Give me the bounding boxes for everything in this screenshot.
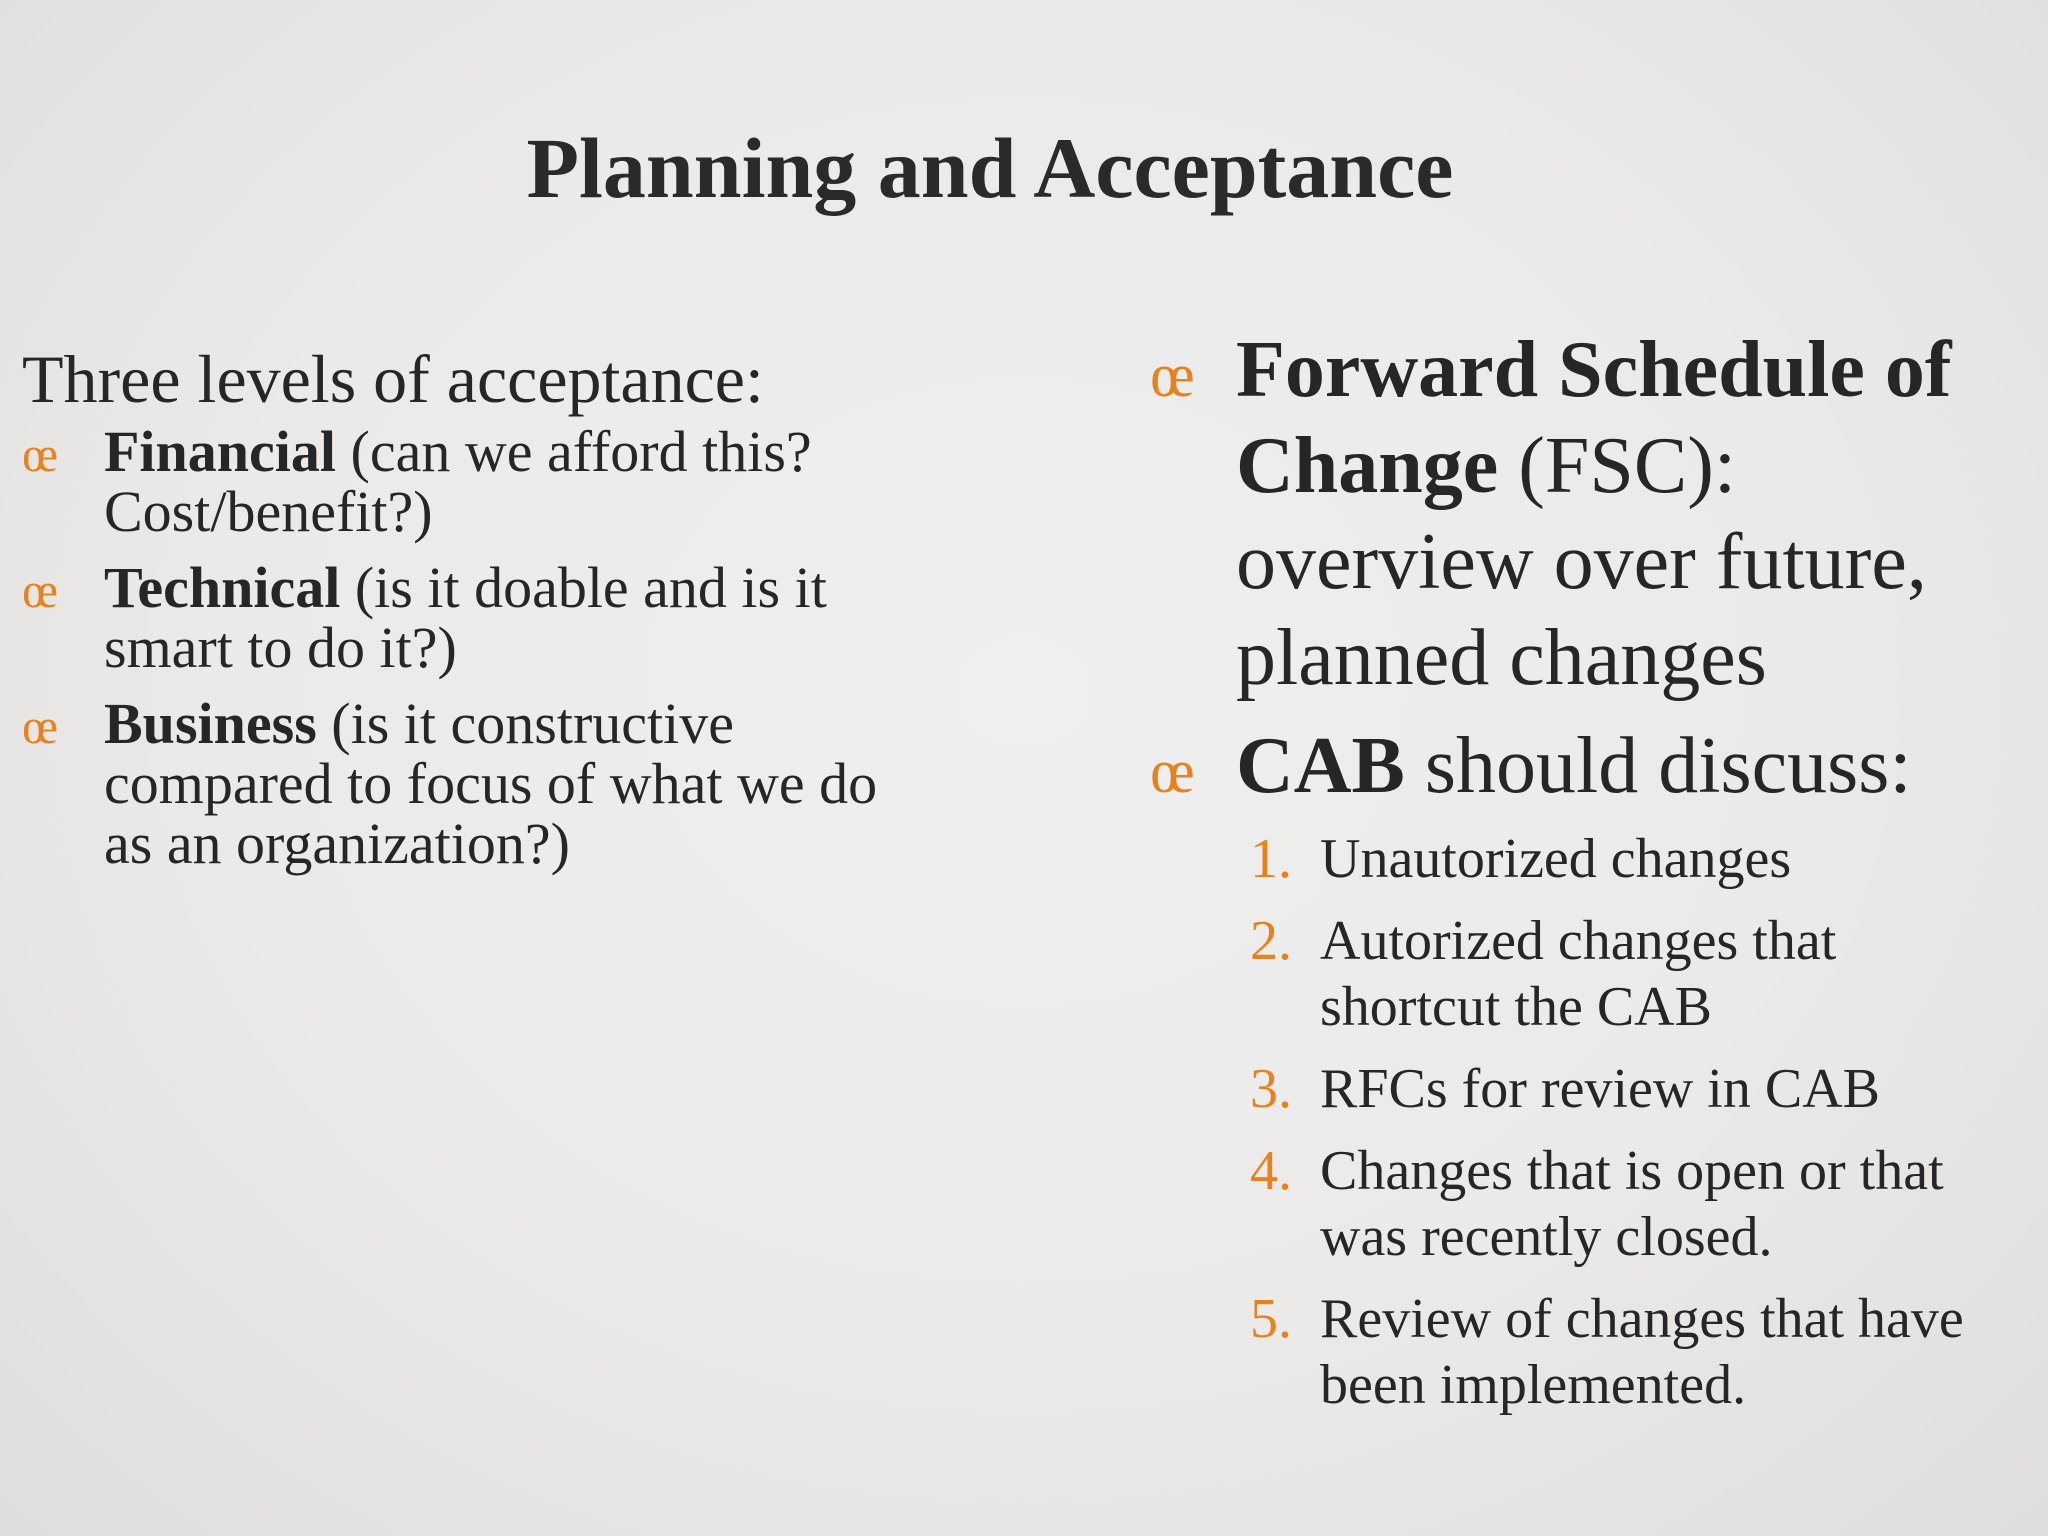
fsc-description: (FSC): overview over future, planned changes	[1236, 422, 1927, 702]
list-item-technical	[22, 555, 882, 680]
list-number: 1.	[1250, 828, 1292, 890]
ornament-bullet-icon: œ	[22, 426, 59, 482]
list-item-financial	[22, 419, 882, 544]
acceptance-intro: Three levels of acceptance:	[22, 341, 764, 417]
right-column	[1150, 322, 2030, 1434]
fsc-item	[1150, 322, 2030, 706]
level-description: (is it doable and is it smart to do it?)	[104, 555, 827, 680]
list-number: 5.	[1250, 1288, 1292, 1350]
ornament-bullet-icon: œ	[22, 698, 59, 754]
cab-discussion-list	[1150, 826, 2030, 1418]
list-item	[1250, 1138, 2030, 1270]
list-item	[1250, 1286, 2030, 1418]
level-description: (is it constructive compared to focus of what we do as an organization?)	[104, 691, 878, 876]
list-text: RFCs for review in CAB	[1320, 1058, 1880, 1120]
level-description: (can we afford this? Cost/benefit?)	[104, 419, 812, 544]
ornament-bullet-icon: œ	[22, 562, 59, 618]
list-text: Unautorized changes	[1320, 828, 1792, 890]
list-text: Changes that is open or that was recently closed.	[1320, 1140, 1944, 1268]
list-item	[1250, 826, 2030, 892]
list-item	[1250, 1056, 2030, 1122]
level-name: Financial	[104, 419, 337, 484]
list-number: 3.	[1250, 1058, 1292, 1120]
cab-term: CAB	[1236, 722, 1405, 810]
level-name: Technical	[104, 555, 341, 620]
ornament-bullet-icon: œ	[1150, 342, 1195, 410]
list-text: Review of changes that have been implemented.	[1320, 1288, 1964, 1416]
list-item-business	[22, 691, 882, 876]
list-item	[1250, 908, 2030, 1040]
ornament-bullet-icon: œ	[1150, 738, 1195, 806]
cab-description: should discuss:	[1404, 722, 1912, 810]
list-text: Autorized changes that shortcut the CAB	[1320, 910, 1837, 1038]
list-number: 2.	[1250, 910, 1292, 972]
acceptance-levels-list	[22, 419, 882, 876]
fsc-term: Forward Schedule of Change	[1236, 326, 1952, 510]
level-name: Business	[104, 691, 317, 756]
left-column	[22, 342, 882, 890]
list-number: 4.	[1250, 1140, 1292, 1202]
slide-title: Planning and Acceptance	[526, 120, 1454, 216]
cab-item	[1150, 718, 2030, 814]
